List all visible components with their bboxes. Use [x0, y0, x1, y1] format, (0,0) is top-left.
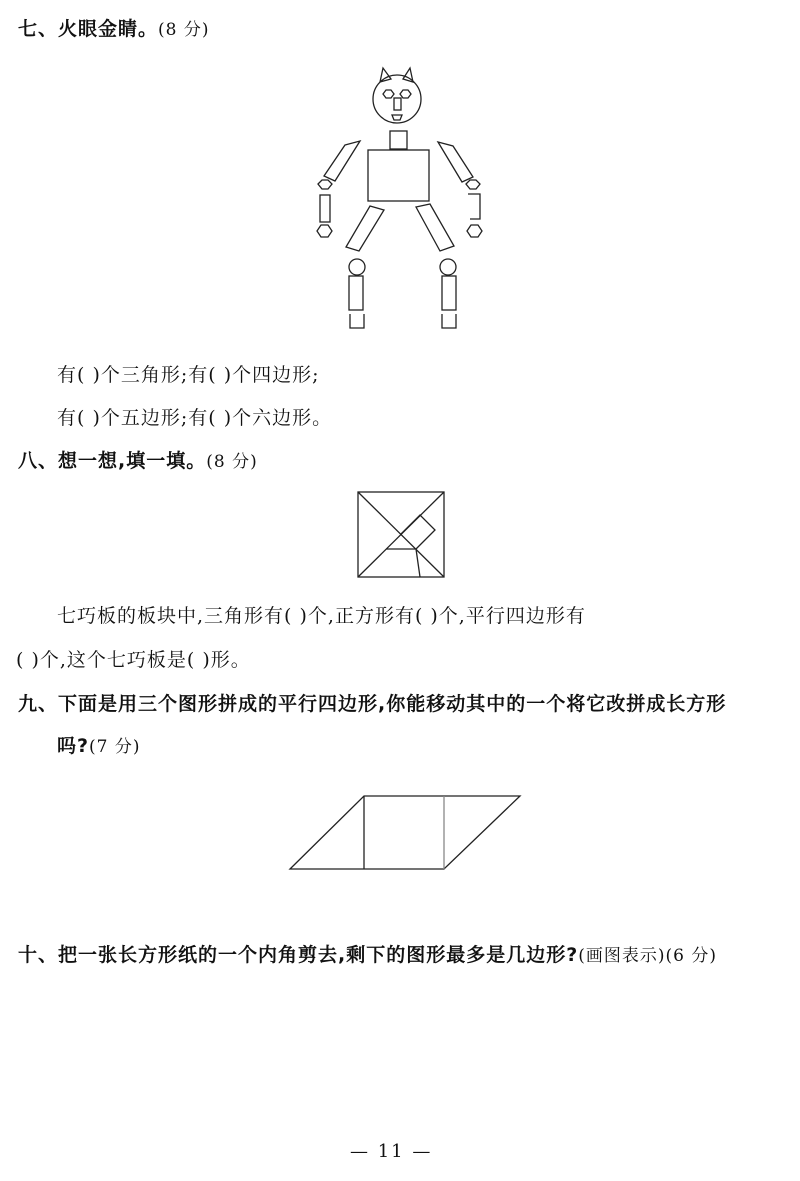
- robot-left-hand: [317, 225, 332, 237]
- section10-title: 十、把一张长方形纸的一个内角剪去,剩下的图形最多是几边形?: [18, 944, 579, 966]
- parallelogram-figure: [288, 794, 528, 874]
- parallelogram-outline: [290, 796, 520, 869]
- robot-right-knee: [440, 259, 456, 275]
- robot-right-hand: [467, 225, 482, 237]
- robot-left-shin: [349, 276, 363, 310]
- robot-left-foot: [350, 314, 364, 328]
- section8-line1: 七巧板的板块中,三角形有( )个,正方形有( )个,平行四边形有: [57, 605, 586, 627]
- robot-right-forearm: [468, 194, 480, 219]
- section7-heading: [18, 14, 210, 41]
- robot-left-elbow: [318, 180, 332, 189]
- robot-head: [373, 75, 421, 123]
- section7-score: (8 分): [158, 20, 210, 40]
- tangram-figure: [356, 490, 456, 580]
- robot-right-eye: [400, 90, 411, 98]
- section7-line1: 有( )个三角形;有( )个四边形;: [57, 364, 320, 386]
- robot-left-forearm: [320, 195, 330, 222]
- section7-title: 七、火眼金睛。: [18, 18, 159, 40]
- robot-nose: [394, 98, 401, 110]
- robot-right-foot: [442, 314, 456, 328]
- robot-left-leg: [346, 206, 384, 251]
- robot-body: [368, 150, 429, 201]
- tangram-square-piece: [401, 515, 435, 549]
- section9-question-end: 吗?: [57, 735, 90, 757]
- robot-left-arm: [324, 141, 360, 181]
- page-number: — 11 —: [350, 1141, 433, 1162]
- robot-right-leg: [416, 204, 454, 251]
- section9-heading-line1: 九、下面是用三个图形拼成的平行四边形,你能移动其中的一个将它改拼成长方形: [18, 693, 727, 715]
- robot-mouth: [392, 115, 402, 120]
- section8-title: 八、想一想,填一填。: [18, 450, 207, 472]
- section9-score: (7 分): [89, 737, 141, 757]
- section10-score: (画图表示)(6 分): [578, 946, 717, 966]
- robot-figure: [310, 62, 490, 342]
- section7-line2: 有( )个五边形;有( )个六边形。: [57, 407, 333, 429]
- robot-right-shin: [442, 276, 456, 310]
- section8-score: (8 分): [206, 452, 258, 472]
- robot-right-elbow: [466, 180, 480, 189]
- robot-left-knee: [349, 259, 365, 275]
- section9-heading-line2: [57, 731, 141, 758]
- section10-heading: [18, 940, 717, 967]
- section8-heading: [18, 446, 258, 473]
- section8-line2: ( )个,这个七巧板是( )形。: [16, 649, 251, 671]
- robot-neck: [390, 131, 407, 149]
- robot-left-eye: [383, 90, 394, 98]
- robot-right-arm: [438, 142, 473, 182]
